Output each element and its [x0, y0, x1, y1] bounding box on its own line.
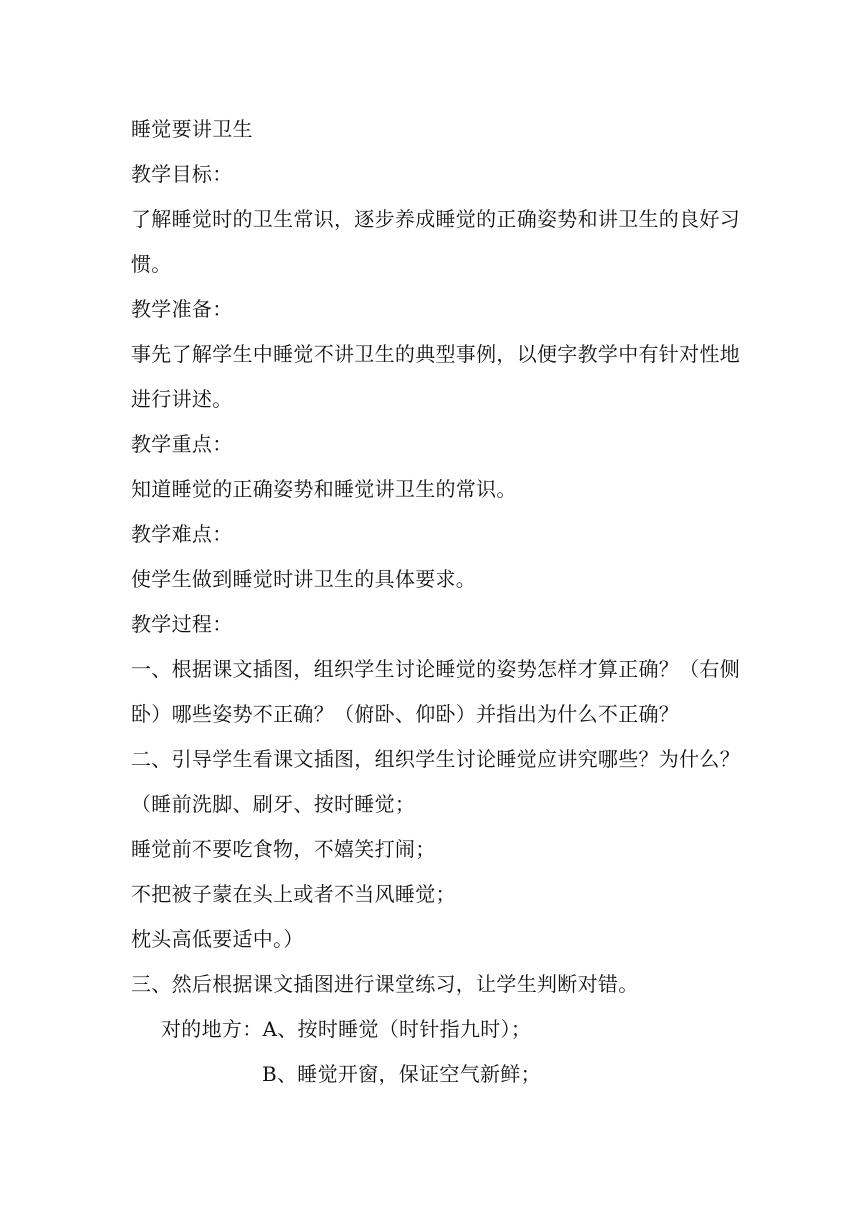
document-title: 睡觉要讲卫生 [131, 117, 253, 141]
prep-heading: 教学准备： [131, 297, 233, 321]
difficulty-text: 使学生做到睡觉时讲卫生的具体要求。 [131, 567, 477, 591]
goal-heading: 教学目标： [131, 162, 233, 186]
prep-text-line-2: 进行讲述。 [131, 387, 233, 411]
key-heading: 教学重点： [131, 432, 233, 456]
step-1-line-2: 卧）哪些姿势不正确？（俯卧、仰卧）并指出为什么不正确？ [131, 702, 680, 726]
prep-text-line-1: 事先了解学生中睡觉不讲卫生的典型事例，以便字教学中有针对性地 [131, 342, 740, 366]
step-2-line-3: 睡觉前不要吃食物，不嬉笑打闹； [131, 837, 436, 861]
step-1-line-1: 一、根据课文插图，组织学生讨论睡觉的姿势怎样才算正确？（右侧 [131, 657, 740, 681]
step-2-line-2: （睡前洗脚、刷牙、按时睡觉； [131, 792, 416, 816]
step-2-line-1: 二、引导学生看课文插图，组织学生讨论睡觉应讲究哪些？为什么？ [131, 747, 740, 771]
step-3-item-b: B、睡觉开窗，保证空气新鲜； [262, 1062, 541, 1086]
step-2-line-4: 不把被子蒙在头上或者不当风睡觉； [131, 882, 456, 906]
step-3-line-1: 三、然后根据课文插图进行课堂练习，让学生判断对错。 [131, 972, 639, 996]
difficulty-heading: 教学难点： [131, 522, 233, 546]
goal-text-line-2: 惯。 [131, 252, 172, 276]
key-text: 知道睡觉的正确姿势和睡觉讲卫生的常识。 [131, 477, 517, 501]
step-2-line-5: 枕头高低要适中。） [131, 927, 304, 951]
process-heading: 教学过程： [131, 612, 233, 636]
goal-text-line-1: 了解睡觉时的卫生常识，逐步养成睡觉的正确姿势和讲卫生的良好习 [131, 207, 740, 231]
step-3-item-a: 对的地方：A、按时睡觉（时针指九时）； [161, 1017, 532, 1041]
